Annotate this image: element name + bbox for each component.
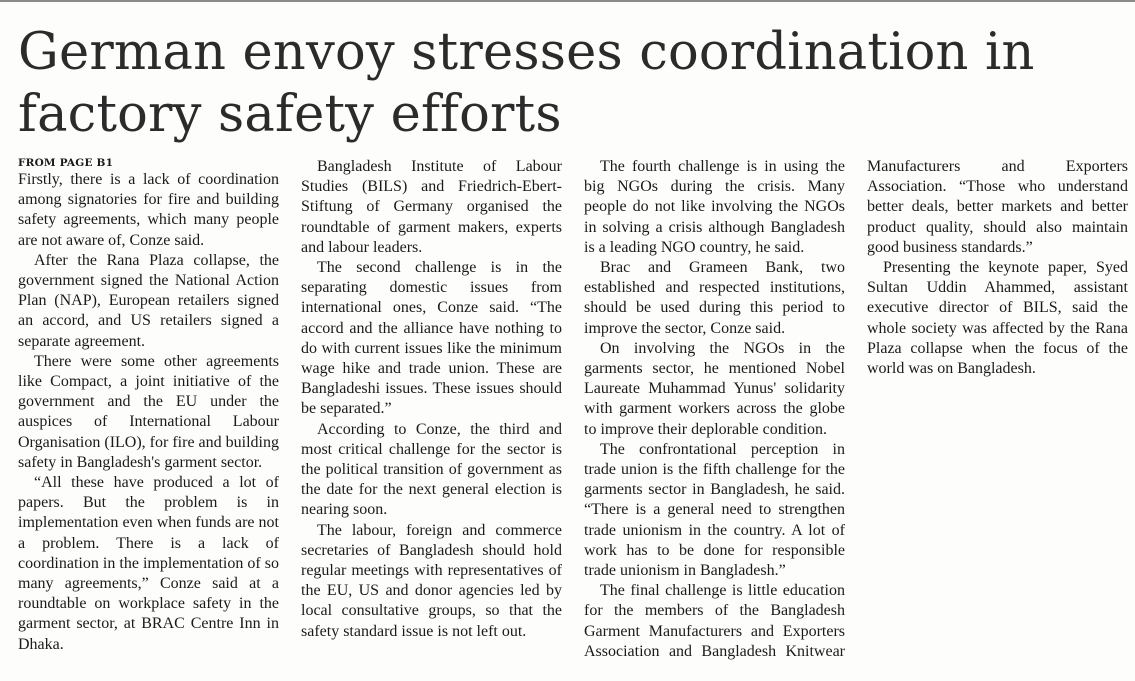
paragraph: “All these have produced a lot of papers. But the problem is in implementation even when funds are not a problem. There is a lack of coordination in the implementation of so many agreements,” Conze said at a roundtable on workplace safety in the garment sector, at BRAC Centre Inn in Dhaka. <box>18 474 279 653</box>
paragraph: Firstly, there is a lack of coordination among signatories for fire and building safety agreements, which many people are not aware of, Conze said. <box>18 171 279 249</box>
paragraph: The final challenge is little education for the members of the Bangladesh Garment Manufacturers and Exporters Association and Bangladesh Knitwear Manufacturers and Exporters Association. “Those who understand better deals, better markets and better product quality, should also maintain good business standards.” <box>584 158 1128 660</box>
paragraph: On involving the NGOs in the garments sector, he mentioned Nobel Laureate Muhammad Yunus' solidarity with garment workers across the globe to improve their deplorable condition. <box>584 339 845 438</box>
top-rule <box>0 0 1135 2</box>
paragraph: There were some other agreements like Compact, a joint initiative of the government and the EU under the auspices of International Labour Organisation (ILO), for fire and building safety in Bangladesh's garment sector. <box>18 352 279 471</box>
headline: German envoy stresses coordination in factory safety efforts <box>18 23 1035 144</box>
paragraph: Brac and Grameen Bank, two established and respected institutions, should be used during this period to improve the sector, Conze said. <box>584 259 845 337</box>
paragraph: The labour, foreign and commerce secretaries of Bangladesh should hold regular meetings with representatives of the EU, US and donor agencies led by local consultative groups, so that the safety standard issue is not left out. <box>301 521 562 640</box>
paragraph: According to Conze, the third and most critical challenge for the sector is the political transition of government as the date for the next general election is nearing soon. <box>301 420 562 519</box>
paragraph: After the Rana Plaza collapse, the government signed the National Action Plan (NAP), European retailers signed an accord, and US retailers signed a separate agreement. <box>18 251 279 350</box>
paragraph: The fourth challenge is in using the big NGOs during the crisis. Many people do not like involving the NGOs in solving a crisis although Bangladesh is a leading NGO country, he said. <box>584 158 845 256</box>
paragraph: The second challenge is in the separating domestic issues from international ones, Conze said. “The accord and the alliance have nothing to do with current issues like the minimum wage hike and trade union. These are Bangladeshi issues. These issues should be separated.” <box>301 259 562 418</box>
article-body <box>18 157 1128 681</box>
paragraph: Bangladesh Institute of Labour Studies (BILS) and Friedrich-Ebert-Stiftung of Germany organised the roundtable of garment makers, experts and labour leaders. <box>301 158 562 256</box>
kicker: FROM PAGE B1 <box>18 157 114 169</box>
paragraph: The confrontational perception in trade union is the fifth challenge for the garments sector in Bangladesh, he said. “There is a general need to strengthen trade unionism in the country. A lot of work has to be done for responsible trade unionism in Bangladesh.” <box>584 440 845 580</box>
paragraph: Presenting the keynote paper, Syed Sultan Uddin Ahammed, assistant executive director of BILS, said the whole society was affected by the Rana Plaza collapse when the focus of the world was on Bangladesh. <box>867 259 1128 378</box>
